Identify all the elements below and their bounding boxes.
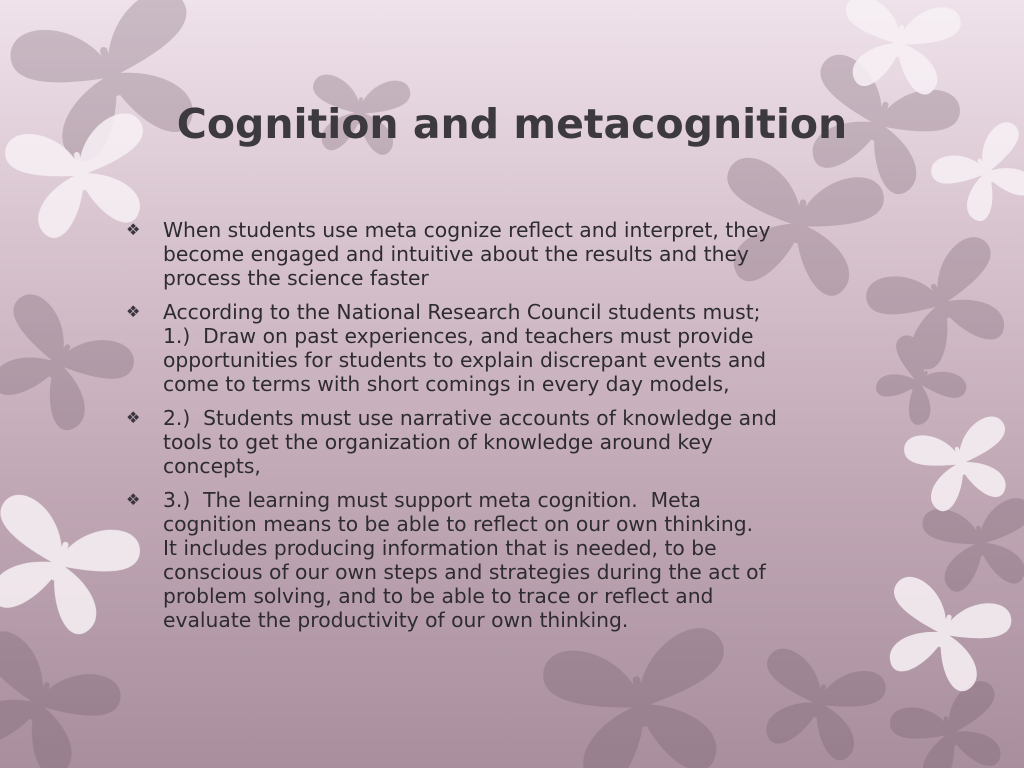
bullet-line: conscious of our own steps and strategies during the act of [163, 560, 766, 584]
bullet-line: It includes producing information that is needed, to be [163, 536, 717, 560]
diamond-star-bullet-icon: ❖ [126, 302, 141, 321]
bullet-line: 2.) Students must use narrative accounts of knowledge and [163, 406, 777, 430]
bullet-line: concepts, [163, 454, 261, 478]
bullet-text [163, 488, 912, 632]
butterfly-dark-icon [747, 645, 889, 767]
bullet-line: problem solving, and to be able to trace or reflect and [163, 584, 714, 608]
bullet-item [122, 406, 912, 478]
butterfly-dark-icon [886, 677, 1018, 768]
bullet-item [122, 488, 912, 632]
bullet-line: When students use meta cognize reflect and interpret, they [163, 218, 771, 242]
bullet-text [163, 406, 912, 478]
diamond-star-bullet-icon: ❖ [126, 408, 141, 427]
diamond-star-bullet-icon: ❖ [126, 220, 141, 239]
diamond-star-bullet-icon: ❖ [126, 490, 141, 509]
butterfly-dark-icon [539, 624, 743, 768]
bullet-item [122, 300, 912, 396]
bullet-line: become engaged and intuitive about the results and they [163, 242, 749, 266]
butterfly-dark-icon [0, 625, 127, 768]
butterfly-dark-icon [0, 288, 140, 445]
butterfly-light-icon [901, 413, 1022, 517]
bullet-line: opportunities for students to explain discrepant events and [163, 348, 767, 372]
bullet-text [163, 300, 912, 396]
butterfly-dark-icon [921, 496, 1024, 595]
bullet-line: 3.) The learning must support meta cognition. Meta [163, 488, 701, 512]
bullet-line: cognition means to be able to reflect on our own thinking. [163, 512, 754, 536]
bullet-line: According to the National Research Council students must; [163, 300, 761, 324]
bullet-line: 1.) Draw on past experiences, and teachers must provide [163, 324, 754, 348]
bullet-line: evaluate the productivity of our own thinking. [163, 608, 629, 632]
bullet-list [122, 218, 912, 642]
bullet-line: process the science faster [163, 266, 429, 290]
bullet-line: tools to get the organization of knowledge around key [163, 430, 713, 454]
bullet-text [163, 218, 912, 290]
bullet-item [122, 218, 912, 290]
bullet-line: come to terms with short comings in every day models, [163, 372, 730, 396]
slide-title: Cognition and metacognition [176, 100, 848, 148]
